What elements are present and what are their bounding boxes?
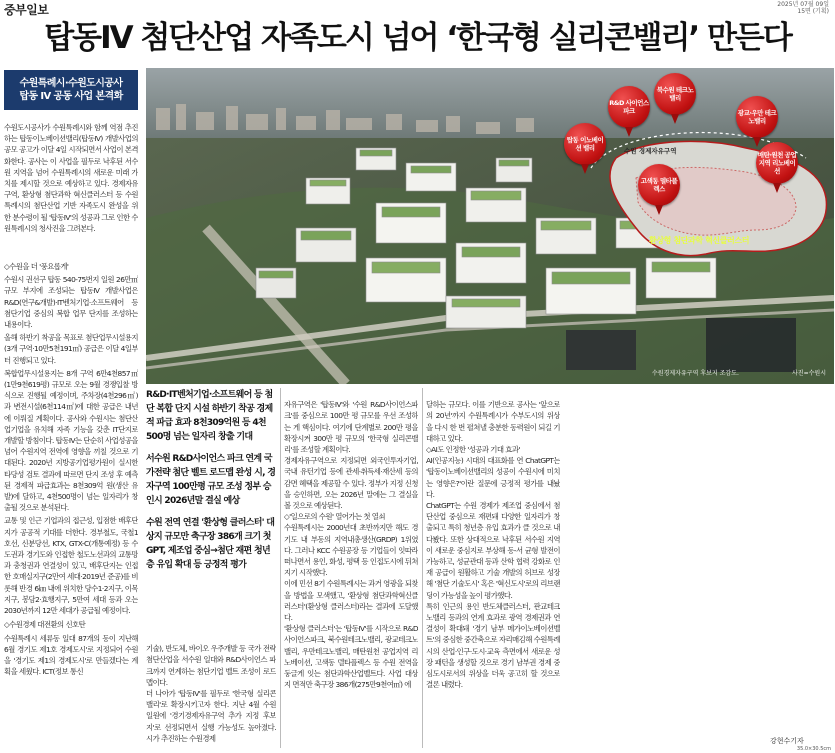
lead-summary-1: R&D·IT벤처기업·소프트웨어 등 첨단 복합 단지 시설 하반기 착공 경제적 파급 효과 8천309억원 등 4천500명 넘는 일자리 창출 기대: [146, 390, 273, 442]
article-column-4: [426, 388, 560, 734]
pin-buksuwon-technovalley: 북수원 테크노밸리: [654, 73, 696, 115]
cluster-label: 환상형 첨단과학 혁신클러스터: [649, 236, 750, 245]
byline: 강현수기자: [770, 737, 804, 745]
subhead-box: [4, 70, 138, 110]
col4-text: 달하는 규모다. 이를 기반으로 공사는 '앞으로의 20년'까지 수원특례시가 수부도시의 위상을 다시 한 번 펼쳐낼 충분한 동력원이 되길 기대하고 있다. ◇AI도 인정한 '성공과 기대 효과' AI(인공지능) 시대의 대표화를 연 ChatGPT는 '탑동이노베이션밸리의 성공이 수원시에 미치는 영향은?'이란 질문에 긍정적 평가를 내놨다. ChatGPT는 수원 경제가 제조업 중심에서 첨단산업 중심으로 재편돼 다양한 일자리가 창출되고 특히 청년층 유입 효과가 클 것으로 내다봤다. 또한 상대적으로 낙후된 서수원 지역이 새로운 중심지로 부상해 동-서 균형 발전이 가능하고, 성균관대 등과 산학 협력 강화로 인재 공급이 원활하고 기술 개발의 허브로 성장해 '첨단 기술도시' 혹은 '혁신도시'로의 리브랜딩이 가능성을 높이 평가했다. 특히 인근의 용인 반도체클러스터, 판교테크노밸리 등과의 연계 효과로 광역 경제권과 연결성이 확대돼 '경기 남부 메가이노베이션벨트'의 중심한 중간축으로 자리매김해 수원특례시의 산업·인구·도시·교육 측면에서 새로운 성장 패턴을 생성할 것으로 경기 남부권 경제 중심도시로서의 위상을 더욱 공고히 할 것으로 결론 내렸다.: [426, 400, 560, 690]
column-rule: [422, 388, 423, 748]
col1-paragraph-1: 수원시 권선구 탑동 540-75번지 일원 26만㎡ 규모 부지에 조성되는 탑동IV 개발사업은 R&D(연구&개발)·IT벤처기업·소프트웨어 등 첨단기업 중심의 복합 업무 단지를 조성하는 내용이다.: [4, 275, 138, 330]
article-intro: [4, 122, 138, 250]
lead-summary-3: 수원 전역 연결 '환상형 클러스터' 대상지 규모만 축구장 386개 크기 첫GPT, 제조업 중심→첨단 재편 청년층 유입 확대 등 긍정적 평가: [146, 518, 275, 570]
article-column-2: [146, 632, 276, 752]
col1-paragraph-2: 올해 하반기 착공을 목표로 첨단업무시설용지(3개 구역·10만5천191㎡) 공급은 이달 4일부터 진행되고 있다.: [4, 333, 138, 365]
article-column-1: [4, 258, 138, 752]
photo-credit: 사진=수원시: [792, 370, 827, 377]
page-size-mark: 35.0×30.5cm: [796, 746, 831, 752]
aerial-rendering-photo: [146, 68, 834, 384]
subhead-line1: 수원특례시·수원도시공사: [19, 78, 123, 89]
subhead-line2: 탑동 IV 공동 사업 본격화: [19, 91, 123, 102]
dateline: 2025년 07월 09일 15면 (기획): [777, 1, 829, 15]
col1-paragraph-5: 수원특례시 세류동 일대 87개의 동이 지난해 6월 경기도 제1호 경제도시'로 지정되어 수원을 '경기도 제1의 경제도시'로 만들겠다는 계획을 세웠다. ICT(정보 통신: [4, 633, 138, 677]
col2-text: 기술), 반도체, 바이오 우주개발 등 국가 전략 첨단산업을 서수원 일대와 R&D사이언스 파크까지 연계하는 첨단기업 벨트 조성이 로드맵이다. 더 나아가 '탑동IV'를 필두로 '한국형 실리콘밸리'로 확장시키고자 한다. 지난 4월 수원 일원에 '경기경제자유구역 추가 지정 후보지'로 선정되면서 실행 가능성도 높아졌다. 시가 추진하는 수원경제: [146, 644, 276, 743]
photo-caption: 수원경제자유구역 후보지 조감도.: [652, 370, 739, 377]
section-title-2: ◇수원경제 대전환의 신호탄: [4, 620, 86, 630]
pin-tapdong-innovation-valley: 탑동 이노베이션 밸리: [564, 123, 606, 165]
aerial-rendering-illustration: [146, 68, 834, 384]
article-headline: 탑동IV 첨단산업 자족도시 넘어 ‘한국형 실리콘밸리’ 만든다: [44, 20, 791, 56]
lead-summary-block: [146, 388, 276, 572]
column-rule: [280, 388, 281, 748]
lead-summary-2: 서수원 R&D사이언스 파크 연계 국가전략 첨단 벨트 로드맵 완성 시, 경자구역 100만평 규모 조성 정부 승인시 2026년말 결실 예상: [146, 454, 276, 506]
col1-paragraph-4: 교통 및 인근 기업과의 접근성, 입점한 배후단지가 공공적 기대를 더한다. 경부철도, 국철1호선, 신분당선, KTX, GTX-C(개통예정) 등 수도권과 경기도와 인접한 철도노선과의 교통망과 충청권과 연결성이 있고, 배후단지는 인접한 호매실지구(2만여 세대·2019년 준공)를 비롯해 반경 6㎞ 내에 위치한 당수1·2지구, 이목지구, 봉담2·효행지구, 5만여 세대 등과 오는 2030년까지 12만 세대가 공급될 예정이다.: [4, 516, 138, 616]
article-column-3: [284, 388, 418, 752]
pin-maetan-woncheon-renovation: 매탄·원천 공업지역 리노베이션: [756, 142, 798, 184]
intro-text: 수원도시공사가 수원특례시와 함께 역점 추진하는 탑동이노베이션밸리(탑동IV) 개발사업의 공모 공고가 이달 4일 시작되면서 사업이 본격화한다. 공사는 이 사업을 필두로 낙후된 서수원 지역을 넘어 수원특례시의 새로운 미래 가치를 제시할 것으로 예상하고 있다. 경제자유구역, 환상형 첨단과학 혁신클러스터 등 수원특례시의 첨단산업 기반 자족도시 완성을 위한 분수령이 될 '탑동IV'의 성공과 그로 인한 수원특례시의 청사진을 그려본다.: [4, 123, 138, 233]
col1-paragraph-3: 복합업무시설용지는 8개 구역 6만4천857㎡(1만9천619평) 규모로 오는 9월 경쟁입찰 방식으로 진행될 예정이며, 주차장(4천296㎡)과 변전시설(6천114㎡)에 대한 공급은 내년에 이뤄질 계획이다. 공사와 수원시는 첨단산업기업을 유치해 자족 기능을 갖춘 IT단지로 개발할 방침이다. 탑동IV는 단순히 사업성공을 넘어 수원지역 전역에 영향을 끼칠 것으로 기대된다. 2020년 지방공기업평가원이 실시한 타당성 검토 결과에 따르면 단지 조성 후 예측된 경제적 파급효과는 8천309억 원(생산 유발)에 달하고, 4천500명이 넘는 일자리가 창출될 것으로 분석된다.: [4, 368, 138, 513]
pin-rd-science-park: R&D 사이언스 파크: [608, 86, 650, 128]
pin-gwanggyo-uman-technovalley: 광교·우만 테크노밸리: [736, 96, 778, 138]
newspaper-masthead: 중부일보: [4, 3, 49, 17]
section-title-1: ◇수원을 더 '풍요롭게': [4, 262, 69, 271]
col3-text: 자유구역은 '탑동IV'와 '수원 R&D사이언스파크'를 중심으로 100만 평 규모를 우선 조성하는 게 핵심이다. 여기에 단계별로 200만 평을 확장시켜 300만 평 규모의 '한국형 실리콘밸리'를 조성할 계획이다. 경제자유구역으로 지정되면 외국인투자기업, 국내 유턴기업 등에 관세·취득세·재산세 등의 감면 혜택을 제공할 수 있다. 정부가 지정 신청을 승인하면, 오는 2026년 말에는 그 결실을 볼 것으로 예상된다. ◇'일으로의 수원' 열어가는 첫 열쇠 수원특례시는 2000년대 초반까지만 해도 경기도 내 부동의 지역내총생산(GRDP) 1위였다. 그러나 KCC 수원공장 등 기업들이 잇따라 떠나면서 용인, 화성, 평택 등 인접도시에 뒤쳐지기 시작했다. 이에 민선 8기 수원특례시는 과거 영광을 되찾을 방법을 모색했고, '환상형 첨단과학혁신클러스터'(환상형 클러스터)라는 결과에 도달했다. '환상형 클러스터'는 '탑동IV'를 시작으로 R&D사이언스파크, 북수원테크노밸리, 광교테크노밸리, 우만테크노밸리, 매탄원천 공업지역 리노베이션, 고색동 델타플렉스 등 수원 전역을 둥글게 잇는 첨단과학산업벨트다. 사업 대상지 면적만 축구장 386개(275만9천여㎡) 에: [284, 400, 418, 690]
map-zone-label: 수원 경제자유구역: [624, 147, 677, 155]
pin-gosaekdong-deltaplex: 고색동 델타플렉스: [638, 164, 680, 206]
